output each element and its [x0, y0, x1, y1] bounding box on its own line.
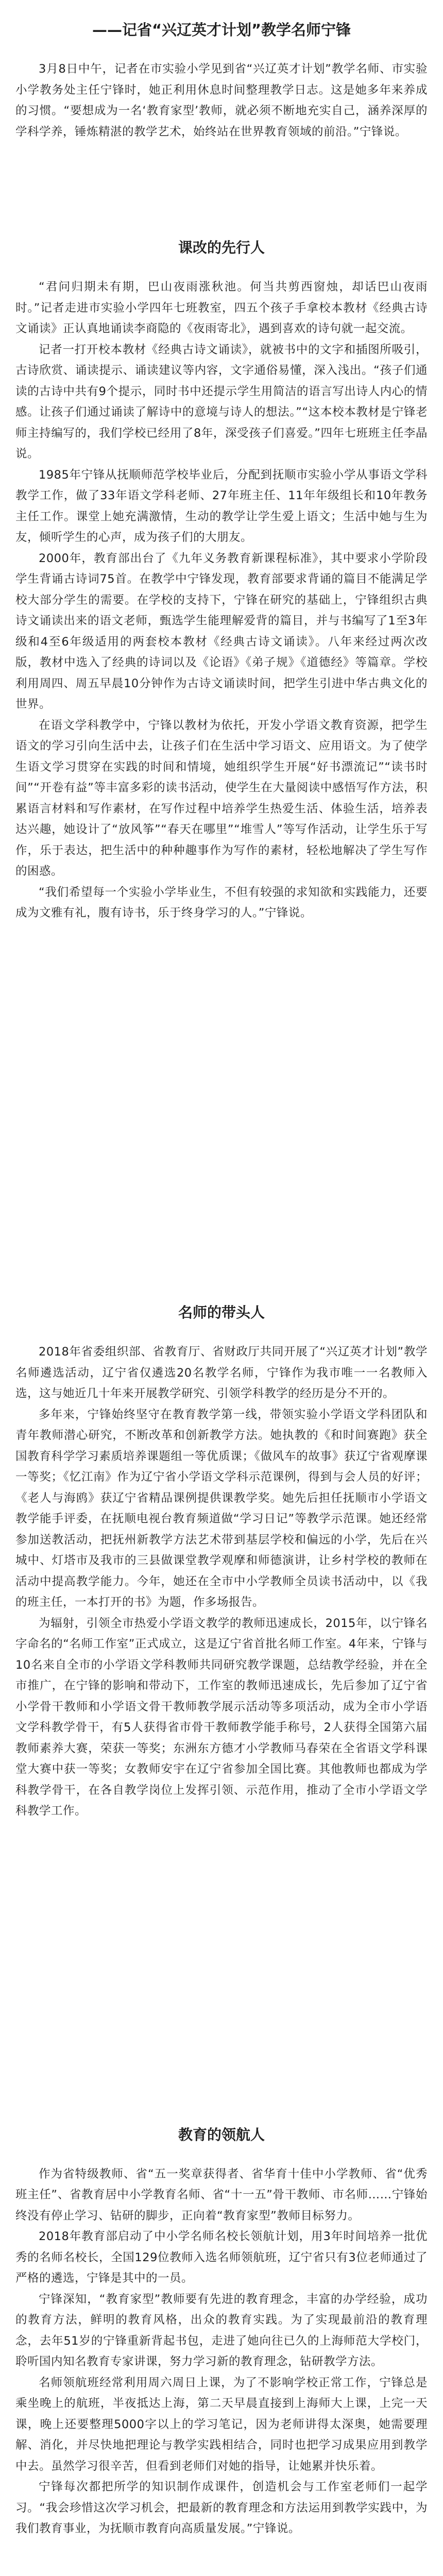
intro-section [15, 45, 428, 219]
paragraph: 2018年省委组织部、省教育厅、省财政厅共同开展了“兴辽英才计划”教学名师遴选活动，辽宁省仅遴选20名教学名师，宁锋作为我市唯一一名教师入选，这与她近几十年来开展教学研究、引领学科教学的经历是分不开的。 [15, 1345, 428, 1401]
section-navigator [15, 2106, 428, 2576]
section-reform-pioneer [15, 219, 428, 1284]
paragraph: 宁锋每次都把所学的知识制作成课件，创造机会与工作室老师们一起学习。“我会珍惜这次学习机会，把最新的教育理念和方法运用到教学实践中，为我们教育事业，为抚顺市教育向高质量发展。”宁锋说。 [15, 2480, 428, 2536]
paragraph: 宁锋深知，“教育家型”教师要有先进的教育理念，丰富的办学经验，成功的教育方法，鲜明的教育风格，出众的教育实践。为了实现最前沿的教育理念，去年51岁的宁锋重新背起书包，走进了她向往已久的上海师范大学校门，聆听国内知名教育专家讲课，努力学习新的教育理念，钻研教学方法。 [15, 2292, 428, 2369]
paragraph: 作为省特级教师、省“五一奖章获得者、省华育十佳中小学教师、省“优秀班主任”、省教育居中小学教育名师、省“十一五”骨干教师、市名师……宁锋始终没有停止学习、钻研的脚步，正向着“教育家型”教师目标努力。 [15, 2167, 428, 2223]
paragraph: 2000年，教育部出台了《九年义务教育新课程标准》，其中要求小学阶段学生背诵古诗词75首。在教学中宁锋发现，教育部要求背诵的篇目不能满足学校大部分学生的需要。在学校的支持下，宁锋在研究的基础上，宁锋组织古典诗文诵读出来的语文老师，甄选学生能理解爱背的篇目，并与书编写了1至3年级和4至6年级适用的两套校本教材《经典古诗文诵读》。八年来经过两次改版，教材中选入了经典的诗词以及《论语》《弟子规》《道德经》等篇章。学校利用周四、周五早晨10分钟作为古诗文诵读时间，把学生引进中华古典文化的世界。 [15, 551, 428, 711]
paragraph: 为辐射，引领全市热爱小学语文教学的教师迅速成长，2015年，以宁锋名字命名的“名师工作室”正式成立，这是辽宁省首批名师工作室。4年来，宁锋与10名来自全市的小学语文学科教师共同研究教学课题，总结教学经验，并在全市推广，在宁锋的影响和带动下，工作室的教师迅速成长，先后参加了辽宁省小学骨干教师和小学语文骨干教师教学展示活动等多项活动，成为全市小学语文学科教学骨干，有5人获得省市骨干教师教学能手称号，2人获得全国第六届教师素养大赛，荣获一等奖；东洲东方德才小学教师马春荣在全省语文学科课堂大赛中获一等奖；女教师安宇在辽宁省参加全国比赛。其他教师也都成为学科教学骨干，在各自教学岗位上发挥引领、示范作用，推动了全市小学语文学科教学工作。 [15, 1616, 428, 1818]
section-heading: 课改的先行人 [178, 239, 265, 257]
paragraph: 记者一打开校本教材《经典古诗文诵读》，就被书中的文字和插图所吸引，古诗欣赏、诵读提示、诵读建议等内容，文字通俗易懂，深入浅出。“孩子们通读的古诗中共有9个提示，同时书中还提示学生用简洁的语言写出诗人内心的情感。让孩子们通过诵读了解诗中的意境与诗人的想法。”“这本校本教材是宁锋老师主持编写的，我们学校已经用了8年，深受孩子们喜爱。”四年七班班主任李晶说。 [15, 343, 428, 461]
paragraph: 3月8日中午，记者在市实验小学见到省“兴辽英才计划”教学名师、市实验小学教务处主任宁锋时，她正利用休息时间整理教学日志。这是她多年来养成的习惯。“要想成为一名‘教育家型’教师，就必须不断地充实自己，涵养深厚的学科学养，锤炼精湛的教学艺术，始终站在世界教育领域的前沿。”宁锋说。 [15, 62, 428, 139]
paragraph: 在语文学科教学中，宁锋以教材为依托，开发小学语文教育资源，把学生语文的学习引向生活中去，让孩子们在生活中学习语文、应用语文。为了使学生语文学习贯穿在实践的时间和情境，她组织学生开展“好书漂流记”“读书时间”“开卷有益”等丰富多彩的读书活动，使学生在大量阅读中感悟写作方法，积累语言材料和写作素材，在写作过程中培养学生热爱生活、体验生活，培养表达兴趣，她设计了“放风筝”“春天在哪里”“堆雪人”等写作活动，让学生乐于写作，乐于表达，把生活中的种种趣事作为写作的素材，轻松地解决了学生写作的困惑。 [15, 718, 428, 878]
paragraph: 2018年教育部启动了中小学名师名校长领航计划，用3年时间培养一批优秀的名师名校长，全国129位教师入选名师领航班，辽宁省只有3位老师通过了严格的遴选，宁锋是其中的一员。 [15, 2230, 428, 2285]
intro-paragraphs [15, 45, 428, 219]
section-paragraphs [15, 1342, 428, 2106]
section-paragraphs [15, 277, 428, 1284]
article-title: ——记省“兴辽英才计划”教学名师宁锋 [92, 21, 351, 39]
section-heading: 名师的带头人 [178, 1304, 265, 1321]
section-leader [15, 1284, 428, 2106]
section-heading: 教育的领航人 [178, 2126, 265, 2143]
section-paragraphs [15, 2164, 428, 2576]
paragraph: 名师领航班经常利用周六周日上课，为了不影响学校正常工作，宁锋总是乘坐晚上的航班，半夜抵达上海，第二天早晨直接到上海师大上课，上完一天课，晚上还要整理5000字以上的学习笔记，因为老师讲得太深奥，她需要理解、消化，并尽快地把理论与教学实践相结合，同时也把学习成果应用到教学中去。虽然学习很辛苦，但看到老师们对她的指导，让她累并快乐着。 [15, 2376, 428, 2473]
paragraph: “君问归期未有期，巴山夜雨涨秋池。何当共剪西窗烛，却话巴山夜雨时。”记者走进市实验小学四年七班教室，四五个孩子手拿校本教材《经典古诗文诵读》正认真地诵读李商隐的《夜雨寄北》，遇到喜欢的诗句就一起交流。 [15, 280, 428, 336]
paragraph: 多年来，宁锋始终坚守在教育教学第一线，带领实验小学语文学科团队和青年教师潜心研究，不断改革和创新教学方法。她执教的《和时间赛跑》获全国教育科学学习素质培养课题组一等优质课；《做风车的故事》获辽宁省观摩课一等奖；《忆江南》作为辽宁省小学语文学科示范课例，得到与会人员的好评；《老人与海鸥》获辽宁省精品课例提供课教学奖。她先后担任抚顺市小学语文教学能手评委，在抚顺电视台教育频道做“学习日记”等教学示范课。她还经常参加送教活动，把抚州新教学方法艺术带到基层学校和偏远的小学，先后在兴城中、灯塔市及我市的三县做课堂教学观摩和师德演讲，让乡村学校的教师在活动中提高教学能力。今年，她还在全市中小学教师全员读书活动中，以《我的班主任，一本打开的书》为题，作多场报告。 [15, 1408, 428, 1609]
paragraph: “我们希望每一个实验小学毕业生，不但有较强的求知欲和实践能力，还要成为文雅有礼，腹有诗书，乐于终身学习的人。”宁锋说。 [15, 885, 428, 920]
paragraph: 1985年宁锋从抚顺师范学校毕业后，分配到抚顺市实验小学从事语文学科教学工作，做了33年语文学科老师、27年班主任、11年年级组长和10年教务主任工作。课堂上她充满激情，生动的教学让学生爱上语文；生活中她与生为友，倾听学生的心声，成为孩子们的大朋友。 [15, 468, 428, 545]
